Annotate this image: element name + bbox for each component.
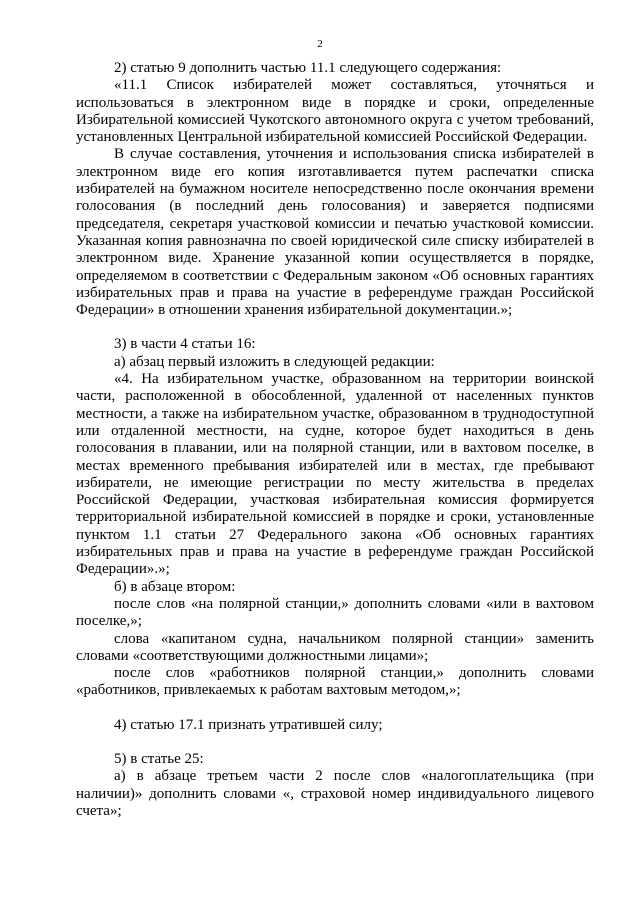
paragraph-electronic-copy: В случае составления, уточнения и использования списка избирателей в электронном виде его копия изготавливается путем распечатки списка избирателей на бумажном носителе непосредственно после окончания времени голосования (в последний день голосования) и заверяется подписями председателя, секретаря участковой комиссии и печатью участковой комиссии. Указанная копия равнозначна по своей юридической силе списку избирателей в электронном виде. Хранение указанной копии осуществляется в порядке, определяемом в соответствии с Федеральным законом «Об основных гарантиях избирательных прав и права на участие в референдуме граждан Российской Федерации» в отношении хранения избирательной документации.»;: [76, 146, 594, 319]
paragraph-part-11-1: «11.1 Список избирателей может составляться, уточняться и использоваться в электронном виде в порядке и сроки, определенные Избирательной комиссией Чукотского автономного округа с учетом требований, установленных Центральной избирательной комиссией Российской Федерации.: [76, 77, 594, 146]
paragraph-workers-add: после слов «работников полярной станции,» дополнить словами «работников, привлекаемых к работам вахтовым методом,»;: [76, 665, 594, 699]
document-body: [76, 60, 594, 820]
paragraph-item-a: а) абзац первый изложить в следующей редакции:: [114, 353, 435, 370]
paragraph-article-25-intro: 5) в статье 25:: [114, 750, 204, 767]
paragraph-part-4-text: «4. На избирательном участке, образованном на территории воинской части, расположенной в обособленной, удаленной от населенных пунктов местности, а также на избирательном участке, образованном в труднодоступной или отдаленной местности, на судне, которое будет находиться в день голосования в плавании, или на полярной станции, или в вахтовом поселке, в местах временного пребывания избирателей или в местах, где пребывают избиратели, не имеющие регистрации по месту жительства в пределах Российской Федерации, участковая избирательная комиссия формируется территориальной избирательной комиссией в порядке и сроки, установленные пунктом 1.1 статьи 27 Федерального закона «Об основных гарантиях избирательных прав и права на участие в референдуме граждан Российской Федерации».»;: [76, 371, 594, 578]
paragraph-gap: [76, 700, 594, 717]
paragraph-polar-station: после слов «на полярной станции,» дополнить словами «или в вахтовом поселке,»;: [76, 595, 594, 630]
paragraph-gap: [76, 734, 594, 751]
paragraph-article-17-1: 4) статью 17.1 признать утратившей силу;: [114, 716, 383, 733]
paragraph-article-9-intro: 2) статью 9 дополнить частью 11.1 следующего содержания:: [114, 60, 502, 76]
paragraph-gap: [76, 319, 594, 336]
paragraph-article-16-intro: 3) в части 4 статьи 16:: [114, 336, 256, 353]
paragraph-captain-replace: слова «капитаном судна, начальником полярной станции» заменить словами «соответствующими должностными лицами»;: [76, 630, 594, 664]
page-number: 2: [317, 38, 323, 50]
paragraph-article-25-item-a: а) в абзаце третьем части 2 после слов «налогоплательщика (при наличии)» дополнить словами «, страховой номер индивидуального лицевого счета»;: [76, 768, 594, 819]
paragraph-item-b: б) в абзаце втором:: [114, 578, 236, 595]
